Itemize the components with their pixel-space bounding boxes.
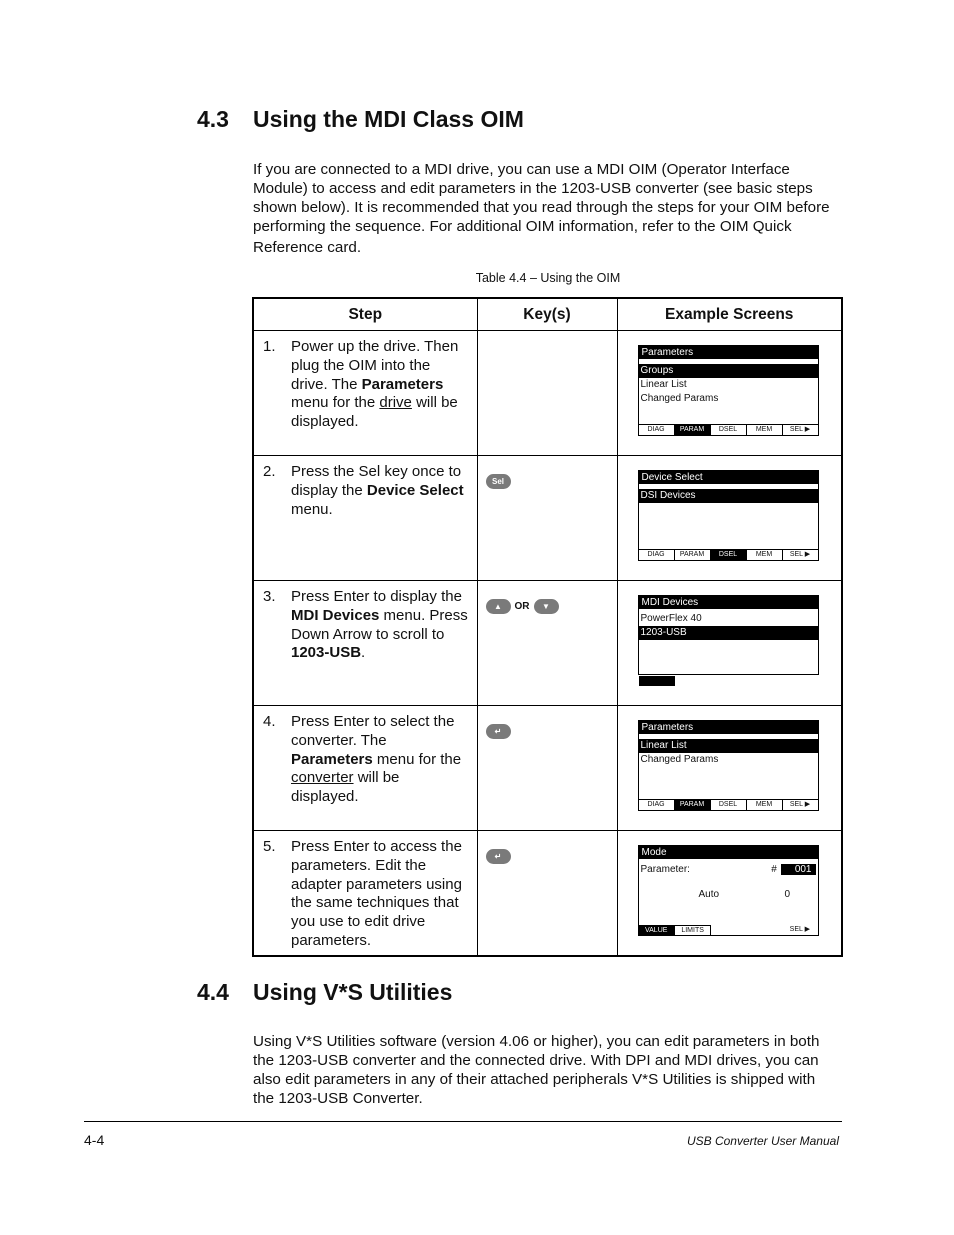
intro-line: Reference card.: [253, 239, 362, 256]
screen-title: MDI Devices: [639, 596, 818, 609]
step-text: menu for the: [372, 750, 462, 768]
sel-key-icon: Sel: [486, 474, 511, 489]
vs-line: the 1203-USB converter and the connected drive. With DPI and MDI drives, you can: [253, 1052, 819, 1069]
section-title: Using the MDI Class OIM: [253, 106, 524, 132]
screen-title: Mode: [639, 846, 818, 859]
screen-tab: SEL ▶: [789, 551, 811, 558]
vs-line: also edit parameters in any of their attached peripherals V*S Utilities is shipped with: [253, 1071, 816, 1088]
table-header-row: [253, 298, 842, 331]
screen-title: Parameters: [639, 346, 818, 359]
screen-title: Device Select: [639, 471, 818, 484]
section-number: 4.4: [197, 979, 229, 1005]
step-text: menu.: [291, 500, 333, 518]
screen-tab-active: PARAM: [675, 800, 711, 810]
screen-line: Linear List: [640, 379, 687, 390]
screen-tab: MEM: [747, 800, 783, 810]
screen-tab: SEL ▶: [789, 426, 811, 433]
step-cell: [253, 831, 477, 957]
step-text: Press Enter to access the parameters. Edit the adapter parameters using the same techniques that you use to edit drive parameters.: [291, 838, 462, 949]
screen-cell: [617, 831, 842, 957]
step-underline: converter: [291, 769, 354, 787]
screen-tab-empty: [747, 925, 782, 935]
screen-tab: DIAG: [639, 550, 675, 560]
screen-cell: [617, 331, 842, 456]
screen-line-selected: 1203-USB: [639, 626, 818, 640]
parameter-row: [639, 859, 818, 875]
section-title: Using V*S Utilities: [253, 979, 453, 1005]
screen-line-selected: DSI Devices: [639, 489, 818, 503]
step-bold: Parameters: [361, 375, 444, 393]
intro-line: Module) to access and edit parameters in the 1203-USB converter (see basic steps: [253, 180, 813, 197]
intro-line: If you are connected to a MDI drive, you can use a MDI OIM (Operator Interface: [253, 161, 790, 178]
step-text: will be displayed.: [291, 394, 458, 431]
step-text: menu. Press Down Arrow to scroll to: [291, 606, 468, 643]
parameter-label: Parameter:: [640, 864, 690, 875]
oim-steps-table: [252, 297, 843, 957]
keys-cell: [477, 331, 617, 456]
step-text: Press Enter to select the converter. The: [291, 713, 455, 749]
screen-cell: [617, 456, 842, 581]
table-row: [253, 706, 842, 831]
screen-tab: DSEL: [711, 800, 747, 810]
hash-label: #: [771, 864, 777, 875]
step-bold: Device Select: [366, 481, 464, 499]
step-number: 4.: [263, 713, 276, 730]
table-caption: Table 4.4 – Using the OIM: [475, 271, 621, 285]
vs-line: Using V*S Utilities software (version 4.06 or higher), you can edit parameters in both: [253, 1033, 820, 1050]
parameter-value: 0: [784, 889, 791, 900]
screen-tab: PARAM: [675, 550, 711, 560]
intro-paragraph: [253, 160, 843, 257]
vs-utilities-paragraph: [253, 1032, 843, 1108]
screen-tab-active: VALUE: [639, 925, 675, 935]
step-text: Power up the drive. Then plug the OIM into the drive. The: [291, 338, 459, 393]
screen-tab-empty: [711, 925, 746, 935]
table-row: [253, 831, 842, 957]
or-label: OR: [514, 601, 530, 613]
screen-tab: DIAG: [639, 425, 675, 435]
screen-line: Changed Params: [640, 393, 719, 404]
oim-screen: [638, 845, 819, 936]
screen-tab: MEM: [747, 550, 783, 560]
screen-tabs: [639, 925, 818, 935]
screen-tab-active: DSEL: [711, 550, 747, 560]
down-arrow-key-icon: ▼: [534, 599, 559, 614]
screen-tab: SEL ▶: [789, 926, 810, 933]
screen-tab-stub: [639, 676, 675, 686]
step-cell: [253, 456, 477, 581]
oim-screen: [638, 345, 819, 436]
step-text: will be displayed.: [291, 769, 400, 806]
header-screens: Example Screens: [617, 298, 842, 331]
step-text: menu for the: [291, 394, 380, 412]
table-row: [253, 331, 842, 456]
screen-tab: DIAG: [639, 800, 675, 810]
screen-tabs: [639, 424, 818, 435]
intro-line: performing the sequence. For additional OIM information, refer to the OIM Quick: [253, 218, 792, 235]
footer-divider: [84, 1121, 842, 1122]
oim-screen: [638, 470, 819, 561]
keys-cell: [477, 456, 617, 581]
table-row: [253, 581, 842, 706]
screen-tabs: [639, 549, 818, 560]
parameter-number: 001: [781, 864, 816, 875]
oim-screen: [638, 720, 819, 811]
page-number: 4-4: [84, 1132, 105, 1148]
value-row: [639, 875, 818, 900]
up-arrow-key-icon: ▲: [486, 599, 511, 614]
step-cell: [253, 331, 477, 456]
manual-title: USB Converter User Manual: [686, 1134, 839, 1148]
step-bold: Parameters: [291, 750, 373, 768]
screen-tab-active: PARAM: [675, 425, 711, 435]
step-text: .: [361, 644, 366, 662]
step-number: 3.: [263, 588, 276, 605]
screen-line-selected: Linear List: [639, 739, 818, 753]
header-keys: Key(s): [477, 298, 617, 331]
intro-line: shown below). It is recommended that you read through the steps for your OIM before: [253, 199, 830, 216]
screen-title: Parameters: [639, 721, 818, 734]
step-bold: MDI Devices: [291, 606, 380, 624]
step-number: 1.: [263, 338, 276, 355]
header-step: Step: [253, 298, 477, 331]
vs-line: the 1203-USB Converter.: [253, 1090, 423, 1107]
screen-line: Changed Params: [640, 754, 719, 765]
step-cell: [253, 706, 477, 831]
step-text: Press the Sel key once to display the: [291, 463, 462, 499]
step-number: 2.: [263, 463, 276, 480]
step-bold: 1203-USB: [291, 644, 362, 662]
keys-cell: [477, 706, 617, 831]
step-text: Press Enter to display the: [291, 588, 462, 605]
screen-line: PowerFlex 40: [640, 613, 702, 624]
screen-tab: SEL ▶: [789, 801, 811, 808]
table-row: [253, 456, 842, 581]
step-number: 5.: [263, 838, 276, 855]
screen-cell: [617, 581, 842, 706]
oim-screen: [638, 595, 819, 675]
screen-line-selected: Groups: [639, 364, 818, 378]
screen-tab: LIMITS: [675, 925, 711, 935]
screen-tab: MEM: [747, 425, 783, 435]
keys-cell: [477, 831, 617, 957]
enter-key-icon: ↵: [486, 724, 511, 739]
section-number: 4.3: [197, 106, 229, 132]
mode-value: Auto: [698, 889, 720, 900]
step-cell: [253, 581, 477, 706]
keys-cell: [477, 581, 617, 706]
enter-key-icon: ↵: [486, 849, 511, 864]
step-underline: drive: [379, 394, 412, 412]
screen-cell: [617, 706, 842, 831]
screen-tabs: [639, 799, 818, 810]
screen-tab: DSEL: [711, 425, 747, 435]
